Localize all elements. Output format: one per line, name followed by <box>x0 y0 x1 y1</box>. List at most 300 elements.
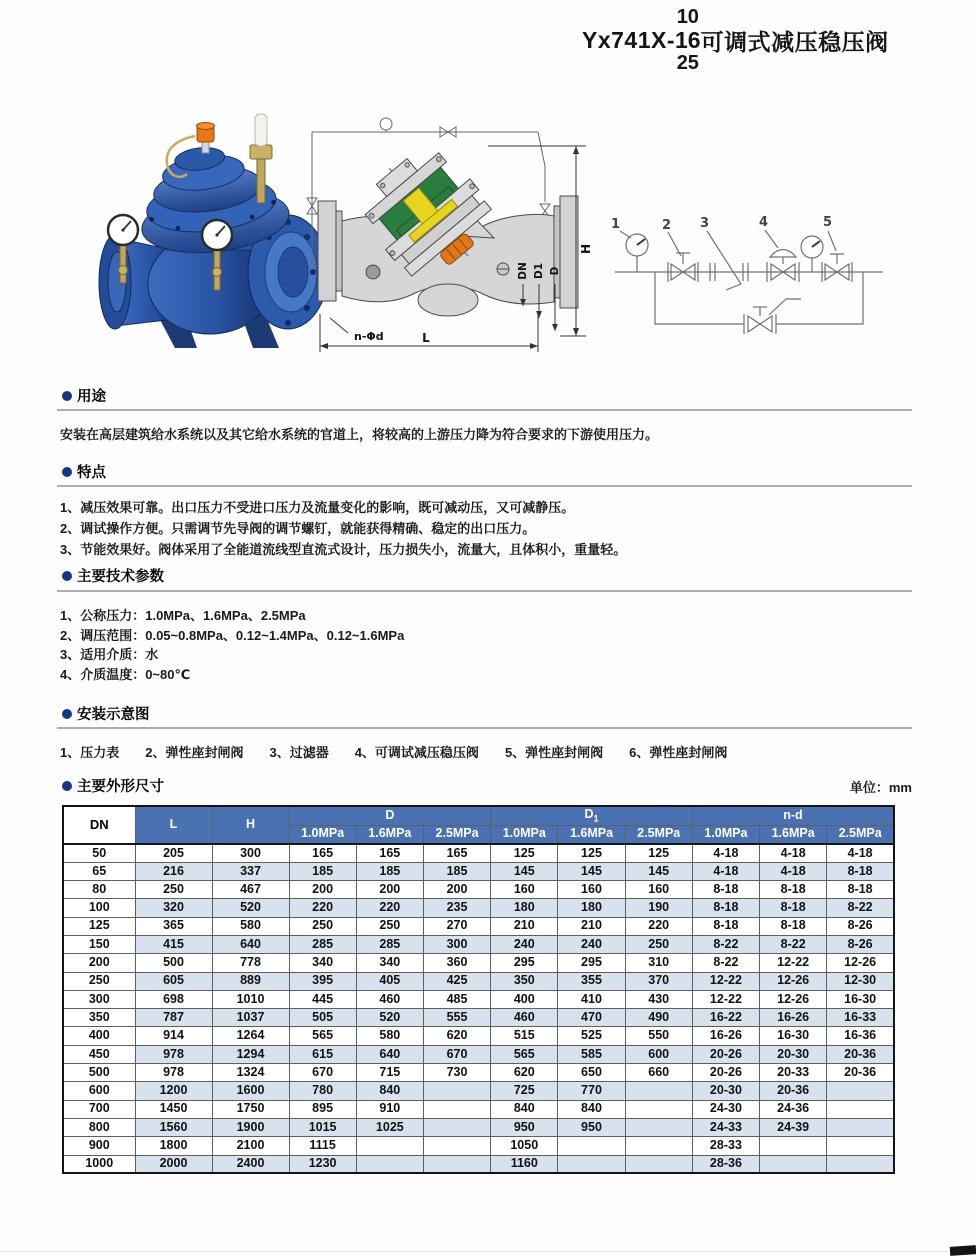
value-cell: 160 <box>625 881 692 899</box>
table-row <box>63 1118 894 1136</box>
column-header: 2.5MPa <box>423 825 490 844</box>
scan-corner-mark <box>950 1245 976 1256</box>
value-cell: 190 <box>625 899 692 917</box>
dn-cell: 1000 <box>63 1155 135 1173</box>
value-cell: 360 <box>423 954 490 972</box>
value-cell: 1010 <box>212 990 289 1008</box>
value-cell: 12-26 <box>760 990 827 1008</box>
value-cell: 555 <box>423 1009 490 1027</box>
value-cell: 24-30 <box>692 1100 759 1118</box>
value-cell: 490 <box>625 1009 692 1027</box>
value-cell <box>423 1137 490 1155</box>
dim-label-d: D <box>549 266 561 276</box>
value-cell: 4-18 <box>692 844 759 862</box>
value-cell: 1264 <box>212 1027 289 1045</box>
value-cell: 210 <box>491 917 558 935</box>
heading-text: 特点 <box>77 465 106 481</box>
value-cell: 520 <box>212 899 289 917</box>
value-cell: 405 <box>356 972 423 990</box>
value-cell: 889 <box>212 972 289 990</box>
section-divider <box>57 409 912 411</box>
value-cell: 240 <box>491 935 558 953</box>
value-cell: 978 <box>135 1045 212 1063</box>
value-cell: 16-36 <box>827 1027 894 1045</box>
column-header: n-d <box>692 806 894 825</box>
section-divider <box>57 485 912 487</box>
value-cell: 12-22 <box>692 990 759 1008</box>
value-cell: 640 <box>356 1045 423 1063</box>
table-row <box>63 862 894 880</box>
value-cell: 270 <box>423 917 490 935</box>
table-row <box>63 1082 894 1100</box>
value-cell: 20-30 <box>692 1082 759 1100</box>
value-cell: 1600 <box>212 1082 289 1100</box>
value-cell: 8-26 <box>827 917 894 935</box>
value-cell: 24-33 <box>692 1118 759 1136</box>
section-divider <box>57 590 912 592</box>
column-header: L <box>135 806 212 844</box>
value-cell: 670 <box>289 1064 356 1082</box>
dn-cell: 400 <box>63 1027 135 1045</box>
dn-cell: 50 <box>63 844 135 862</box>
cross-section-drawing <box>298 106 598 358</box>
value-cell: 8-18 <box>692 917 759 935</box>
value-cell: 185 <box>289 862 356 880</box>
table-row <box>63 1155 894 1173</box>
value-cell: 725 <box>491 1082 558 1100</box>
value-cell: 16-30 <box>760 1027 827 1045</box>
table-row <box>63 1064 894 1082</box>
value-cell: 12-22 <box>760 954 827 972</box>
value-cell: 415 <box>135 935 212 953</box>
value-cell: 1160 <box>491 1155 558 1173</box>
value-cell: 145 <box>625 862 692 880</box>
bullet-icon <box>62 571 72 581</box>
feature-item: 1、减压效果可靠。出口压力不受进口压力及流量变化的影响，既可减动压，又可减静压。 <box>60 500 575 515</box>
section-heading-parameters <box>62 565 164 586</box>
value-cell: 220 <box>625 917 692 935</box>
heading-text: 安装示意图 <box>77 707 150 723</box>
dn-cell: 800 <box>63 1118 135 1136</box>
dn-cell: 300 <box>63 990 135 1008</box>
dim-label-h: H <box>579 243 593 255</box>
value-cell: 1750 <box>212 1100 289 1118</box>
table-row <box>63 1027 894 1045</box>
value-cell: 295 <box>491 954 558 972</box>
outlet-flange-section <box>560 196 578 308</box>
value-cell: 16-26 <box>760 1009 827 1027</box>
value-cell: 125 <box>558 844 625 862</box>
value-cell <box>827 1100 894 1118</box>
value-cell: 1900 <box>212 1118 289 1136</box>
dimensions-table-head <box>63 806 894 844</box>
value-cell: 12-26 <box>827 954 894 972</box>
value-cell <box>558 1155 625 1173</box>
legend-item: 5、弹性座封闸阀 <box>504 745 604 760</box>
value-cell: 16-26 <box>692 1027 759 1045</box>
value-cell: 620 <box>491 1064 558 1082</box>
dn-cell: 65 <box>63 862 135 880</box>
value-cell: 4-18 <box>827 844 894 862</box>
value-cell <box>356 1155 423 1173</box>
knob-stem <box>202 141 209 153</box>
value-cell: 300 <box>212 844 289 862</box>
column-header: 2.5MPa <box>827 825 894 844</box>
value-cell: 1050 <box>491 1137 558 1155</box>
dn-cell: 500 <box>63 1064 135 1082</box>
valve-photo <box>95 112 330 350</box>
installation-schematic <box>600 196 976 348</box>
value-cell: 20-26 <box>692 1045 759 1063</box>
value-cell: 505 <box>289 1009 356 1027</box>
value-cell <box>760 1155 827 1173</box>
value-cell: 460 <box>491 1009 558 1027</box>
value-cell: 4-18 <box>760 844 827 862</box>
value-cell: 28-33 <box>692 1137 759 1155</box>
value-cell: 910 <box>356 1100 423 1118</box>
parameter-item: 3、适用介质：水 <box>60 647 159 662</box>
value-cell: 600 <box>625 1045 692 1063</box>
value-cell: 340 <box>289 954 356 972</box>
dn-cell: 200 <box>63 954 135 972</box>
column-header: 1.6MPa <box>356 825 423 844</box>
value-cell: 240 <box>558 935 625 953</box>
pilot-stem <box>257 159 265 203</box>
table-row <box>63 1100 894 1118</box>
value-cell: 250 <box>135 881 212 899</box>
value-cell: 337 <box>212 862 289 880</box>
table-row <box>63 917 894 935</box>
feature-item: 2、调试操作方便。只需调节先导阀的调节螺钉，就能获得精确、稳定的出口压力。 <box>60 521 536 536</box>
heading-text: 主要技术参数 <box>77 569 164 585</box>
column-header: 1.0MPa <box>289 825 356 844</box>
table-row <box>63 954 894 972</box>
value-cell: 8-22 <box>692 935 759 953</box>
value-cell: 780 <box>289 1082 356 1100</box>
bypass-valve-symbol <box>748 316 772 332</box>
value-cell: 787 <box>135 1009 212 1027</box>
value-cell: 840 <box>558 1100 625 1118</box>
value-cell: 12-26 <box>760 972 827 990</box>
title-block <box>582 6 889 74</box>
dn-cell: 700 <box>63 1100 135 1118</box>
value-cell: 20-26 <box>692 1064 759 1082</box>
value-cell <box>827 1155 894 1173</box>
value-cell <box>625 1118 692 1136</box>
value-cell <box>625 1082 692 1100</box>
column-header: DN <box>63 806 135 844</box>
value-cell: 395 <box>289 972 356 990</box>
value-cell: 8-18 <box>827 881 894 899</box>
page-bottom-line <box>0 1251 976 1252</box>
value-cell: 698 <box>135 990 212 1008</box>
legend-item: 2、弹性座封闸阀 <box>145 745 244 760</box>
value-cell: 165 <box>356 844 423 862</box>
value-cell: 295 <box>558 954 625 972</box>
value-cell: 220 <box>289 899 356 917</box>
value-cell: 340 <box>356 954 423 972</box>
dim-label-nd: n-Φd <box>354 330 384 343</box>
value-cell <box>827 1118 894 1136</box>
value-cell: 445 <box>289 990 356 1008</box>
value-cell: 8-18 <box>692 881 759 899</box>
column-header: 1.0MPa <box>692 825 759 844</box>
pilot-cap <box>255 114 267 146</box>
bullet-icon <box>62 391 72 401</box>
features-list <box>60 497 626 560</box>
value-cell: 525 <box>558 1027 625 1045</box>
schematic-label-4: 4 <box>759 215 769 230</box>
table-row <box>63 881 894 899</box>
page-title: 可调式减压稳压阀 <box>700 28 889 55</box>
value-cell: 185 <box>423 862 490 880</box>
installation-legend <box>60 742 727 761</box>
value-cell: 165 <box>423 844 490 862</box>
value-cell <box>423 1082 490 1100</box>
legend-item: 3、过滤器 <box>269 745 329 760</box>
value-cell: 585 <box>558 1045 625 1063</box>
table-row <box>63 1137 894 1155</box>
feature-item: 3、节能效果好。阀体采用了全能道流线型直流式设计，压力损失小，流量大，且体积小，重量轻。 <box>60 542 627 557</box>
value-cell: 365 <box>135 917 212 935</box>
value-cell: 660 <box>625 1064 692 1082</box>
value-cell: 580 <box>356 1027 423 1045</box>
value-cell: 205 <box>135 844 212 862</box>
table-row <box>63 1009 894 1027</box>
value-cell: 310 <box>625 954 692 972</box>
parameters-list <box>60 606 404 684</box>
dn-cell: 900 <box>63 1137 135 1155</box>
dn-cell: 150 <box>63 935 135 953</box>
value-cell: 16-30 <box>827 990 894 1008</box>
value-cell: 320 <box>135 899 212 917</box>
value-cell: 24-36 <box>760 1100 827 1118</box>
heading-text: 用途 <box>77 389 106 405</box>
value-cell: 520 <box>356 1009 423 1027</box>
value-cell <box>625 1155 692 1173</box>
value-cell: 200 <box>423 881 490 899</box>
value-cell: 640 <box>212 935 289 953</box>
dn-cell: 450 <box>63 1045 135 1063</box>
value-cell: 355 <box>558 972 625 990</box>
dn-cell: 125 <box>63 917 135 935</box>
legend-item: 4、可调试减压稳压阀 <box>354 745 479 760</box>
value-cell: 580 <box>212 917 289 935</box>
value-cell: 460 <box>356 990 423 1008</box>
column-header: H <box>212 806 289 844</box>
value-cell: 1200 <box>135 1082 212 1100</box>
legend-item: 1、压力表 <box>60 745 120 760</box>
column-header: 1.6MPa <box>558 825 625 844</box>
value-cell: 2400 <box>212 1155 289 1173</box>
value-cell: 250 <box>356 917 423 935</box>
strainer-symbol <box>707 231 741 284</box>
value-cell: 950 <box>491 1118 558 1136</box>
value-cell <box>558 1137 625 1155</box>
model-size-10: 10 <box>676 6 699 28</box>
value-cell: 8-22 <box>827 899 894 917</box>
value-cell: 20-36 <box>827 1045 894 1063</box>
value-cell: 410 <box>558 990 625 1008</box>
value-cell: 350 <box>491 972 558 990</box>
value-cell: 4-18 <box>760 862 827 880</box>
value-cell <box>423 1155 490 1173</box>
section-heading-installation <box>62 703 150 724</box>
parameter-item: 2、调压范围：0.05~0.8MPa、0.12~1.4MPa、0.12~1.6MPa <box>60 627 405 643</box>
value-cell: 12-30 <box>827 972 894 990</box>
section-divider <box>57 727 912 729</box>
value-cell: 24-39 <box>760 1118 827 1136</box>
value-cell: 8-18 <box>760 917 827 935</box>
schematic-label-1: 1 <box>611 217 621 232</box>
value-cell: 615 <box>289 1045 356 1063</box>
section-heading-dimensions <box>62 775 164 796</box>
value-cell: 1800 <box>135 1137 212 1155</box>
value-cell: 730 <box>423 1064 490 1082</box>
dn-cell: 350 <box>63 1009 135 1027</box>
inlet-flange-section <box>318 201 336 301</box>
legend-item: 6、弹性座封闸阀 <box>629 745 728 760</box>
parameter-item: 4、介质温度：0~80℃ <box>60 666 191 682</box>
value-cell: 300 <box>423 935 490 953</box>
value-cell: 670 <box>423 1045 490 1063</box>
schematic-label-5: 5 <box>823 215 833 230</box>
value-cell: 565 <box>289 1027 356 1045</box>
value-cell: 1450 <box>135 1100 212 1118</box>
value-cell: 8-18 <box>827 862 894 880</box>
value-cell: 250 <box>289 917 356 935</box>
value-cell <box>356 1137 423 1155</box>
value-cell <box>827 1137 894 1155</box>
dn-cell: 80 <box>63 881 135 899</box>
table-row <box>63 972 894 990</box>
dim-label-d1: D1 <box>533 262 545 280</box>
dn-cell: 600 <box>63 1082 135 1100</box>
value-cell: 778 <box>212 954 289 972</box>
model-size-16: 16 <box>675 27 701 53</box>
value-cell <box>760 1137 827 1155</box>
parameter-item: 1、公称压力：1.0MPa、1.6MPa、2.5MPa <box>60 608 306 623</box>
bullet-icon <box>62 781 72 791</box>
value-cell: 1037 <box>212 1009 289 1027</box>
value-cell <box>423 1100 490 1118</box>
column-header: $D_1$ <box>491 806 693 825</box>
value-cell: 715 <box>356 1064 423 1082</box>
column-header: 1.0MPa <box>491 825 558 844</box>
value-cell: 425 <box>423 972 490 990</box>
value-cell: 125 <box>491 844 558 862</box>
value-cell: 20-30 <box>760 1045 827 1063</box>
value-cell: 485 <box>423 990 490 1008</box>
value-cell: 180 <box>558 899 625 917</box>
value-cell: 978 <box>135 1064 212 1082</box>
column-header: D <box>289 806 491 825</box>
value-cell: 565 <box>491 1045 558 1063</box>
value-cell: 180 <box>491 899 558 917</box>
value-cell: 1115 <box>289 1137 356 1155</box>
value-cell: 285 <box>356 935 423 953</box>
value-cell: 185 <box>356 862 423 880</box>
value-cell: 1015 <box>289 1118 356 1136</box>
value-cell: 2000 <box>135 1155 212 1173</box>
value-cell: 605 <box>135 972 212 990</box>
pilot-hex <box>250 145 272 159</box>
value-cell: 160 <box>491 881 558 899</box>
value-cell: 1560 <box>135 1118 212 1136</box>
value-cell: 1230 <box>289 1155 356 1173</box>
value-cell: 8-18 <box>692 899 759 917</box>
value-cell: 125 <box>625 844 692 862</box>
table-row <box>63 1045 894 1063</box>
value-cell: 400 <box>491 990 558 1008</box>
dn-cell: 250 <box>63 972 135 990</box>
value-cell: 8-26 <box>827 935 894 953</box>
value-cell: 16-33 <box>827 1009 894 1027</box>
value-cell: 16-22 <box>692 1009 759 1027</box>
value-cell: 620 <box>423 1027 490 1045</box>
value-cell <box>625 1137 692 1155</box>
table-row <box>63 899 894 917</box>
value-cell: 515 <box>491 1027 558 1045</box>
value-cell: 4-18 <box>692 862 759 880</box>
value-cell: 467 <box>212 881 289 899</box>
value-cell: 8-22 <box>760 935 827 953</box>
value-cell: 770 <box>558 1082 625 1100</box>
unit-label: 单位：mm <box>849 780 912 795</box>
table-row <box>63 935 894 953</box>
value-cell: 220 <box>356 899 423 917</box>
column-header: 1.6MPa <box>760 825 827 844</box>
value-cell: 200 <box>289 881 356 899</box>
value-cell: 216 <box>135 862 212 880</box>
dimensions-table-body <box>63 844 894 1173</box>
model-size-stack <box>675 6 701 74</box>
dn-cell: 100 <box>63 899 135 917</box>
model-size-25: 25 <box>676 52 699 74</box>
value-cell <box>625 1100 692 1118</box>
value-cell: 200 <box>356 881 423 899</box>
schematic-label-3: 3 <box>700 216 710 231</box>
value-cell: 840 <box>491 1100 558 1118</box>
value-cell: 470 <box>558 1009 625 1027</box>
usage-body: 安装在高层建筑给水系统以及其它给水系统的官道上，将较高的上游压力降为符合要求的下游使用压力。 <box>60 427 659 442</box>
heading-text: 主要外形尺寸 <box>77 779 164 795</box>
value-cell: 8-22 <box>692 954 759 972</box>
value-cell: 235 <box>423 899 490 917</box>
value-cell: 8-18 <box>760 899 827 917</box>
value-cell: 650 <box>558 1064 625 1082</box>
value-cell: 145 <box>558 862 625 880</box>
value-cell: 370 <box>625 972 692 990</box>
value-cell: 145 <box>491 862 558 880</box>
value-cell: 895 <box>289 1100 356 1118</box>
section-heading-usage <box>62 385 106 406</box>
value-cell: 1025 <box>356 1118 423 1136</box>
value-cell: 1324 <box>212 1064 289 1082</box>
value-cell: 430 <box>625 990 692 1008</box>
value-cell: 160 <box>558 881 625 899</box>
dimensions-table <box>62 805 895 1174</box>
schematic-label-2: 2 <box>662 218 672 233</box>
value-cell: 550 <box>625 1027 692 1045</box>
bullet-icon <box>62 709 72 719</box>
value-cell: 28-36 <box>692 1155 759 1173</box>
value-cell: 20-33 <box>760 1064 827 1082</box>
value-cell: 165 <box>289 844 356 862</box>
value-cell: 500 <box>135 954 212 972</box>
dim-label-dn: DN <box>517 262 529 280</box>
value-cell: 8-18 <box>760 881 827 899</box>
